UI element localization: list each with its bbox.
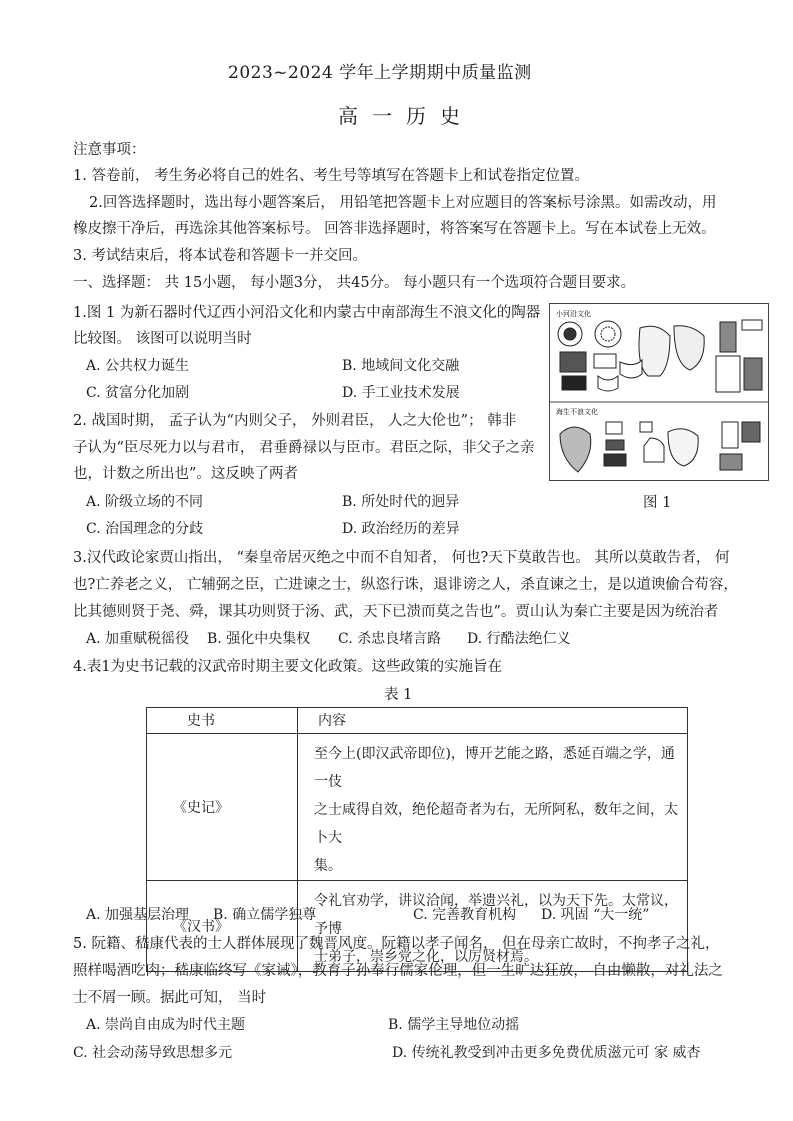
table-header-content: 内容 (298, 708, 688, 734)
q1-option-d: D. 手工业技术发展 (342, 385, 460, 401)
table-title: 表 1 (384, 687, 413, 703)
q3-stem-a: 3.汉代政论家贾山指出， “秦皇帝居灭绝之中而不自知者， 何也?天下莫敢告也。 其所以莫敢告者， 何 (73, 550, 730, 566)
q4-option-a: A. 加强基层治理 (86, 907, 190, 923)
q4-option-c: C. 完善教育机构 (413, 907, 517, 923)
q3-stem-c: 比其德则贤于尧、舜，课其功则贤于汤、武，天下已溃而莫之告也”。贾山认为秦亡主要是因为统治者 (73, 604, 719, 620)
q3-stem-b: 也?亡养老之义， 亡辅弼之臣，亡进谏之士，纵恣行诛，退诽谤之人，杀直谏之士，是以道谀偷合苟容， (73, 577, 738, 593)
pottery-illustration (550, 304, 768, 480)
table-row (147, 881, 688, 972)
q2-option-a: A. 阶级立场的不同 (86, 494, 204, 510)
q5-option-a: A. 崇尚自由成为时代主题 (86, 1017, 246, 1033)
figure-label-top: 小河沿文化 (556, 311, 591, 318)
q1-stem-b: 比较图。 该图可以说明当时 (73, 331, 252, 347)
exam-title: 2023~2024 学年上学期期中质量监测 (228, 63, 532, 83)
note-2b: 橡皮擦干净后，再选涂其他答案标号。 回答非选择题时，将答案写在答题卡上。写在本试卷上无效。 (73, 221, 716, 237)
table-cell-content (298, 881, 688, 972)
table-cell-content (298, 734, 688, 881)
table-cell-book: 《史记》 (147, 734, 298, 881)
q2-option-c: C. 治国理念的分歧 (86, 521, 204, 537)
q4-option-b: B. 确立儒学独尊 (213, 907, 317, 923)
figure-1-pottery (549, 303, 769, 481)
q5-option-b: B. 儒学主导地位动摇 (388, 1017, 520, 1033)
q2-option-b: B. 所处时代的迥异 (342, 494, 460, 510)
q5-stem-b: 照样喝酒吃肉；嵇康临终写《家诫》，教育子孙奉行儒家伦理，但一生旷达狂放， 自由懒散，对礼法之 (73, 963, 723, 979)
section-heading: 一、选择题： 共 15小题， 每小题3分， 共45分。 每小题只有一个选项符合题目要求。 (73, 275, 636, 291)
table-cell-line: 至今上(即汉武帝即位)，博开艺能之路，悉延百端之学，通一伎 (314, 746, 675, 790)
table-header-row (147, 708, 688, 734)
q2-option-d: D. 政治经历的差异 (342, 521, 460, 537)
notes-heading: 注意事项： (73, 142, 146, 158)
q3-option-d: D. 行酷法绝仁义 (467, 631, 571, 647)
q2-stem-b: 子认为“臣尽死力以与君市， 君垂爵禄以与臣市。君臣之际，非父子之亲 (73, 440, 535, 456)
note-1: 1. 答卷前， 考生务必将自己的姓名、考生号等填写在答题卡上和试卷指定位置。 (73, 168, 590, 184)
q4-option-d: D. 巩固 “大一统” (541, 907, 650, 923)
q1-option-a: A. 公共权力诞生 (86, 358, 190, 374)
figure-caption: 图 1 (643, 495, 672, 511)
q5-option-d: D. 传统礼教受到冲击更多免费优质滋元可 家 威杏 (392, 1045, 701, 1061)
table-row (147, 734, 688, 881)
q5-option-c: C. 社会动荡导致思想多元 (73, 1045, 233, 1061)
q3-option-c: C. 杀忠良堵言路 (338, 631, 442, 647)
q1-option-b: B. 地域间文化交融 (342, 358, 460, 374)
q5-stem-a: 5. 阮籍、嵇康代表的士人群体展现了魏晋风度。阮籍以孝子闻名， 但在母亲亡故时，不拘孝子之礼， (73, 936, 720, 952)
q1-option-c: C. 贫富分化加剧 (86, 385, 190, 401)
exam-subtitle: 高一历史 (338, 104, 474, 128)
table-cell-line: 令礼官劝学，讲议洽闻，举遗兴礼，以为天下先。太常议，予博 (314, 893, 678, 937)
note-3: 3. 考试结束后，将本试卷和答题卡一并交回。 (73, 248, 367, 264)
table-cell-line: 之士咸得自效，绝伦超奇者为右，无所阿私，数年之间，太卜大 (314, 802, 678, 846)
table-cell-line: 士弟子，崇乡党之化，以厉贤材焉。 (314, 949, 538, 965)
q1-stem-a: 1.图 1 为新石器时代辽西小河沿文化和内蒙古中南部海生不浪文化的陶器 (73, 305, 541, 321)
figure-label-bottom: 海生不浪文化 (556, 409, 598, 416)
note-2a: 2.回答选择题时，选出每小题答案后， 用铅笔把答题卡上对应题目的答案标号涂黑。如需改动，用 (89, 195, 717, 211)
q3-option-a: A. 加重赋税徭役 (86, 631, 190, 647)
q3-option-b: B. 强化中央集权 (207, 631, 311, 647)
table-header-book: 史书 (147, 708, 298, 734)
q5-stem-c: 士不屑一顾。据此可知， 当时 (73, 990, 267, 1006)
table-cell-book: 《汉书》 (147, 881, 298, 972)
q2-stem-c: 也，计数之所出也”。这反映了两者 (73, 466, 298, 482)
table-cell-line: 集。 (314, 858, 342, 874)
q4-stem: 4.表1为史书记载的汉武帝时期主要文化政策。这些政策的实施旨在 (73, 659, 503, 675)
q2-stem-a: 2. 战国时期， 孟子认为“内则父子， 外则君臣， 人之大伦也”； 韩非 (73, 413, 517, 429)
